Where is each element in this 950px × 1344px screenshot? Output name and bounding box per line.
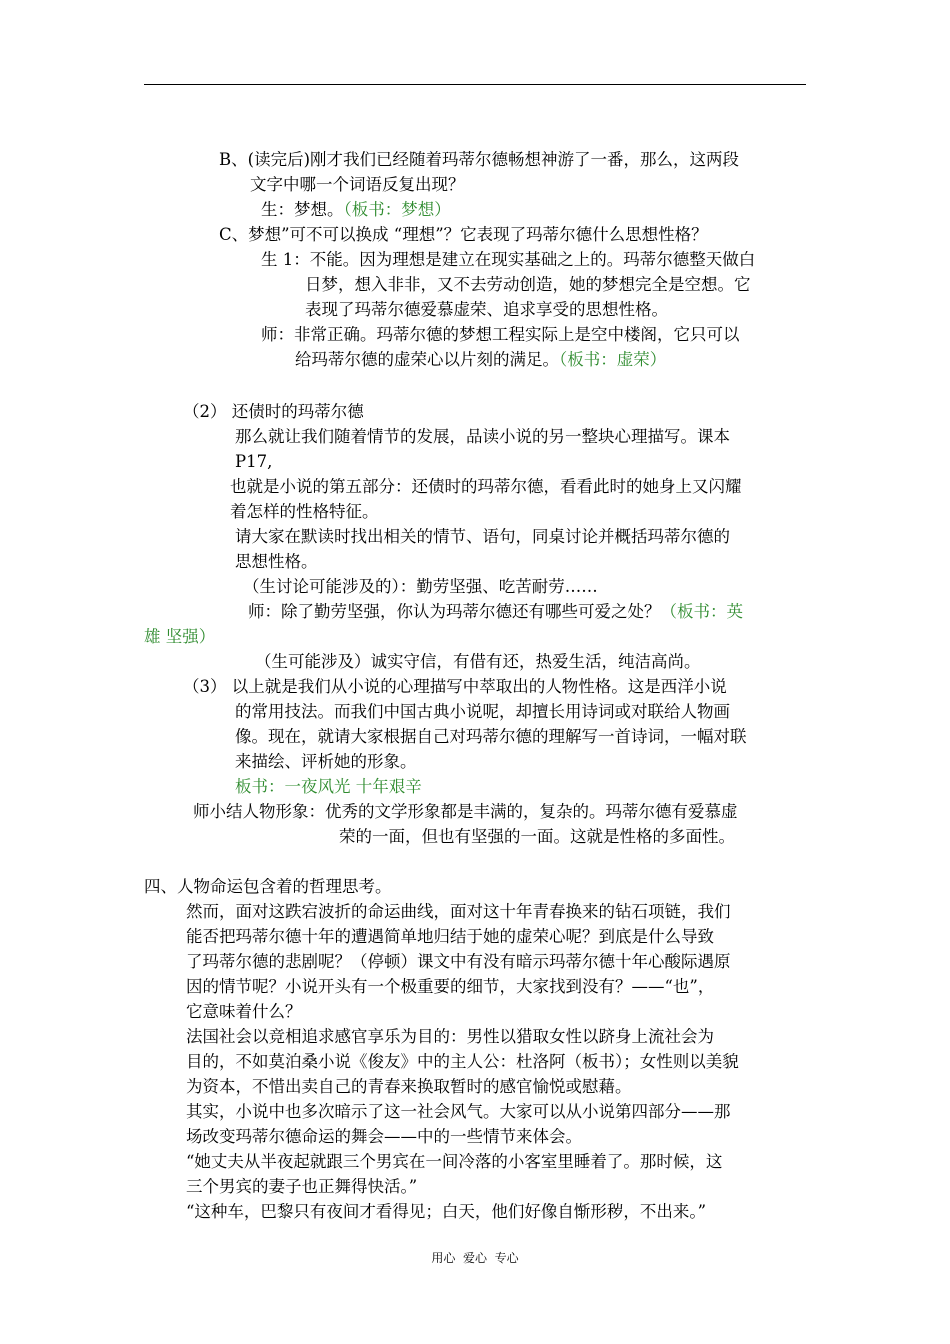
text-line: 法国社会以竞相追求感官享乐为目的：男性以猎取女性以跻身上流社会为 bbox=[186, 1027, 714, 1046]
text-line: （生讨论可能涉及的）：勤劳坚强、吃苦耐劳…… bbox=[243, 577, 598, 596]
text-line: 三个男宾的妻子也正舞得快活。” bbox=[186, 1177, 418, 1196]
text-line: 场改变玛蒂尔德命运的舞会——中的一些情节来体会。 bbox=[186, 1127, 582, 1146]
header-rule bbox=[144, 84, 806, 85]
text-line: 那么就让我们随着情节的发展，品读小说的另一整块心理描写。课本 bbox=[235, 427, 730, 446]
text-line: 能否把玛蒂尔德十年的遭遇简单地归结于她的虚荣心呢？到底是什么导致 bbox=[186, 927, 714, 946]
text-line: 的常用技法。而我们中国古典小说呢，却擅长用诗词或对联给人物画 bbox=[235, 702, 730, 721]
text-line: 像。现在，就请大家根据自己对玛蒂尔德的理解写一首诗词，一幅对联 bbox=[235, 727, 747, 746]
board-note: 雄 坚强） bbox=[144, 627, 216, 646]
section-heading: 四、人物命运包含着的哲理思考。 bbox=[144, 877, 392, 896]
text-line: 请大家在默读时找出相关的情节、语句，同桌讨论并概括玛蒂尔德的 bbox=[235, 527, 730, 546]
board-note: （板书：英 bbox=[660, 602, 743, 621]
text-line: 生 1：不能。因为理想是建立在现实基础之上的。玛蒂尔德整天做白 bbox=[261, 250, 756, 269]
text-run: 生：梦想。 bbox=[261, 200, 344, 219]
text-line: 师小结人物形象：优秀的文学形象都是丰满的，复杂的。玛蒂尔德有爱慕虚 bbox=[193, 802, 738, 821]
text-line: 思想性格。 bbox=[235, 552, 318, 571]
text-line: B、(读完后)刚才我们已经随着玛蒂尔德畅想神游了一番，那么，这两段 bbox=[219, 150, 739, 169]
text-line: 了玛蒂尔德的悲剧呢？（停顿）课文中有没有暗示玛蒂尔德十年心酸际遇原 bbox=[186, 952, 731, 971]
text-line: 因的情节呢？小说开头有一个极重要的细节，大家找到没有？——“也”， bbox=[186, 977, 715, 996]
text-line: “她丈夫从半夜起就跟三个男宾在一间冷落的小客室里睡着了。那时候，这 bbox=[186, 1152, 723, 1171]
text-line: 表现了玛蒂尔德爱慕虚荣、追求享受的思想性格。 bbox=[305, 300, 668, 319]
page-footer: 用心 爱心 专心 bbox=[431, 1251, 519, 1265]
text-line: C、梦想”可不可以换成 “理想”？它表现了玛蒂尔德什么思想性格？ bbox=[219, 225, 708, 244]
text-line: 日梦，想入非非，又不去劳动创造，她的梦想完全是空想。它 bbox=[305, 275, 751, 294]
text-line: 然而，面对这跌宕波折的命运曲线，面对这十年青春换来的钻石项链，我们 bbox=[186, 902, 731, 921]
text-line: 其实，小说中也多次暗示了这一社会风气。大家可以从小说第四部分——那 bbox=[186, 1102, 731, 1121]
board-note: （板书：梦想） bbox=[343, 200, 451, 219]
text-line bbox=[295, 348, 666, 372]
text-line: 也就是小说的第五部分：还债时的玛蒂尔德，看看此时的她身上又闪耀 bbox=[230, 477, 742, 496]
text-line: 文字中哪一个词语反复出现？ bbox=[250, 175, 465, 194]
text-line: P17, bbox=[235, 452, 273, 471]
section-heading: （2） 还债时的玛蒂尔德 bbox=[183, 402, 364, 421]
text-line bbox=[248, 600, 743, 624]
text-line: 荣的一面，但也有坚强的一面。这就是性格的多面性。 bbox=[339, 827, 735, 846]
section-heading: （3） 以上就是我们从小说的心理描写中萃取出的人物性格。这是西洋小说 bbox=[183, 677, 727, 696]
board-note: （板书：虚荣） bbox=[559, 350, 667, 369]
text-line: 来描绘、评析她的形象。 bbox=[235, 752, 417, 771]
text-line: 师：非常正确。玛蒂尔德的梦想工程实际上是空中楼阁，它只可以 bbox=[261, 325, 740, 344]
board-note: 板书：一夜风光 十年艰辛 bbox=[235, 777, 422, 796]
text-line: “这种车，巴黎只有夜间才看得见；白天，他们好像自惭形秽，不出来。” bbox=[186, 1202, 707, 1221]
text-line: 它意味着什么？ bbox=[186, 1002, 302, 1021]
text-line: （生可能涉及）诚实守信，有借有还，热爱生活，纯洁高尚。 bbox=[255, 652, 701, 671]
text-run: 给玛蒂尔德的虚荣心以片刻的满足。 bbox=[295, 350, 559, 369]
text-line: 目的，不如莫泊桑小说《俊友》中的主人公：杜洛阿（板书）；女性则以美貌 bbox=[186, 1052, 739, 1071]
text-line: 为资本，不惜出卖自己的青春来换取暂时的感官愉悦或慰藉。 bbox=[186, 1077, 632, 1096]
text-line: 着怎样的性格特征。 bbox=[230, 502, 379, 521]
text-line bbox=[261, 198, 451, 222]
text-run: 师：除了勤劳坚强，你认为玛蒂尔德还有哪些可爱之处？ bbox=[248, 602, 661, 621]
